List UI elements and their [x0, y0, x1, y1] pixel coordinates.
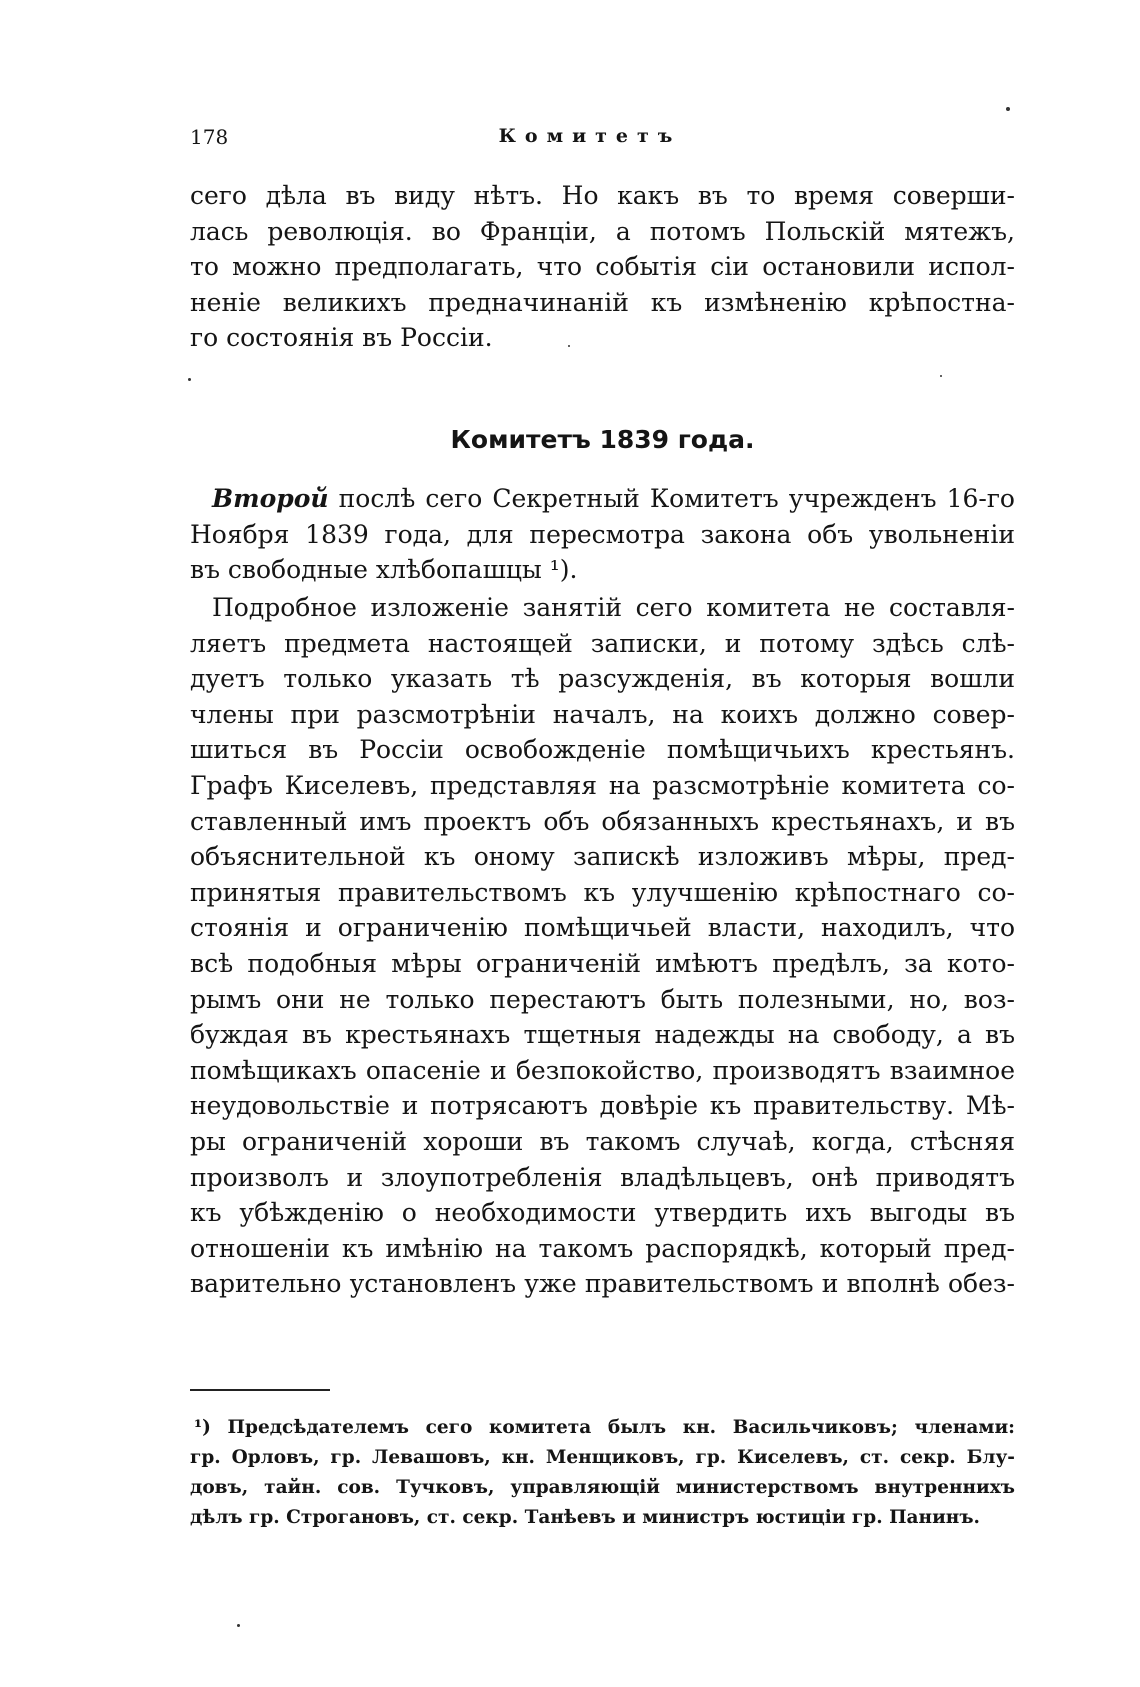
text-line: го состоянія въ Россіи. — [190, 323, 493, 353]
third-paragraph — [190, 590, 1015, 1302]
text-line: сего дѣла въ виду нѣтъ. Но какъ въ то время соверши- — [190, 181, 1015, 210]
text-line: ляетъ предмета настоящей записки, и потому здѣсь слѣ- — [190, 628, 1015, 658]
text-line — [190, 481, 1015, 517]
scan-speck — [940, 375, 942, 377]
text-line: всѣ подобныя мѣры ограниченій имѣютъ предѣлъ, за кото- — [190, 948, 1015, 978]
scan-speck — [237, 1624, 240, 1627]
text-line: шиться въ Россіи освобожденіе помѣщичьихъ крестьянъ. — [190, 735, 1015, 765]
lead-word: Второй — [212, 484, 329, 513]
text-line: лась революція. во Франціи, а потомъ Польскій мятежъ, — [190, 216, 1015, 246]
footnote-line: ¹) Предсѣдателемъ сего комитета былъ кн. Васильчиковъ; членами: — [194, 1417, 1015, 1438]
text-line: принятыя правительствомъ къ улучшенію крѣпостнаго со- — [190, 877, 1015, 907]
text-line: стоянія и ограниченію помѣщичьей власти, находилъ, что — [190, 913, 1015, 943]
text-line: рымъ они не только перестаютъ быть полезными, но, воз- — [190, 984, 1015, 1014]
scan-speck — [188, 378, 191, 381]
text-line: неніе великихъ предначинаній къ измѣненію крѣпостна- — [190, 287, 1015, 317]
second-paragraph — [190, 481, 1015, 588]
text-line: неудовольствіе и потрясаютъ довѣріе къ правительству. Мѣ- — [190, 1091, 1015, 1121]
text-line: буждая въ крестьянахъ тщетныя надежды на свободу, а въ — [190, 1020, 1015, 1050]
text-line: ставленный имъ проектъ объ обязанныхъ крестьянахъ, и въ — [190, 806, 1015, 836]
page-header — [190, 125, 990, 155]
text-line: дуетъ только указать тѣ разсужденія, въ которыя вошли — [190, 664, 1015, 694]
footnote — [190, 1413, 1015, 1533]
text-line: Подробное изложеніе занятій сего комитета не составля- — [212, 593, 1015, 622]
opening-paragraph — [190, 178, 1015, 356]
text-line: произволъ и злоупотребленія владѣльцевъ, онѣ приводятъ — [190, 1162, 1015, 1192]
text-line: Ноября 1839 года, для пересмотра закона объ увольненіи — [190, 519, 1015, 549]
scan-speck — [1006, 107, 1010, 111]
scan-speck — [568, 345, 570, 347]
line-rest: послѣ сего Секретный Комитетъ учрежденъ 16-го — [328, 484, 1015, 513]
text-line: то можно предполагать, что событія сіи остановили испол- — [190, 252, 1015, 282]
text-line: отношеніи къ имѣнію на такомъ распорядкѣ, который пред- — [190, 1233, 1015, 1263]
text-line: въ свободные хлѣбопашцы ¹). — [190, 555, 578, 585]
running-title: Комитетъ — [498, 125, 682, 147]
text-line: члены при разсмотрѣніи началъ, на коихъ должно совер- — [190, 699, 1015, 729]
page-number: 178 — [190, 125, 229, 149]
footnote-line: гр. Орловъ, гр. Левашовъ, кн. Менщиковъ, гр. Киселевъ, ст. секр. Блу- — [190, 1447, 1015, 1468]
text-line: помѣщикахъ опасеніе и безпокойство, производятъ взаимное — [190, 1055, 1015, 1085]
text-line: объяснительной къ оному запискѣ изложивъ мѣры, пред- — [190, 842, 1015, 872]
footnote-divider — [190, 1389, 330, 1391]
text-line: къ убѣжденію о необходимости утвердить ихъ выгоды въ — [190, 1198, 1015, 1228]
text-line: варительно установленъ уже правительствомъ и вполнѣ обез- — [190, 1269, 1015, 1299]
text-line: ры ограниченій хороши въ такомъ случаѣ, когда, стѣсняя — [190, 1126, 1015, 1156]
text-line: Графъ Киселевъ, представляя на разсмотрѣніе комитета со- — [190, 770, 1015, 800]
footnote-line: дѣлъ гр. Строгановъ, ст. секр. Танѣевъ и министръ юстиціи гр. Панинъ. — [190, 1507, 980, 1528]
footnote-line: довъ, тайн. сов. Тучковъ, управляющій министерствомъ внутреннихъ — [190, 1477, 1015, 1498]
section-heading: Комитетъ 1839 года. — [450, 425, 755, 454]
